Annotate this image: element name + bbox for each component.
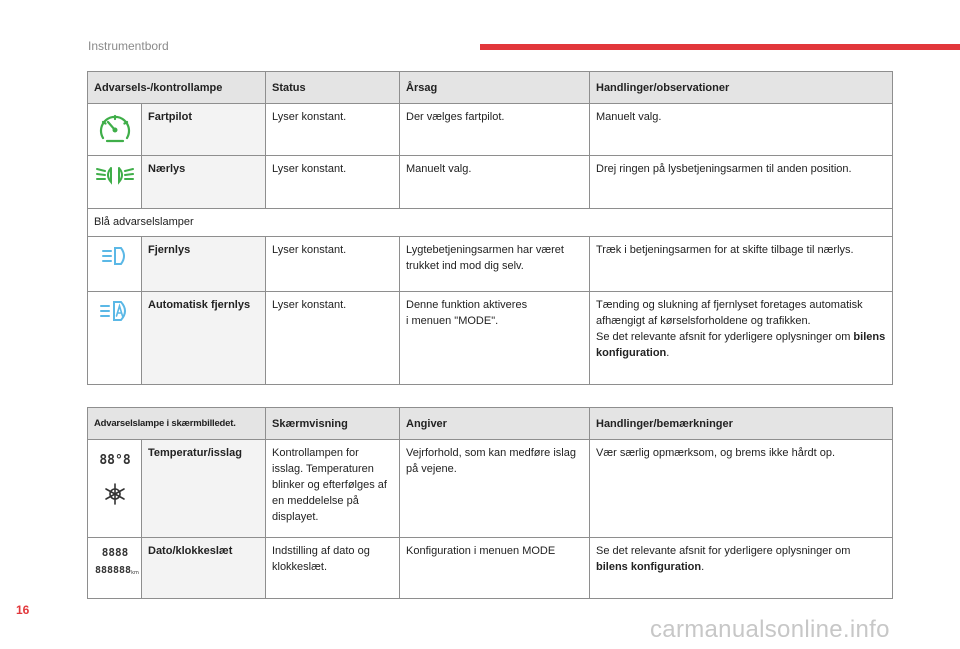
header-accent-bar bbox=[480, 44, 960, 50]
action-period: . bbox=[701, 561, 705, 573]
action-line: Se det relevante afsnit for yderligere oplysninger om bbox=[596, 331, 851, 343]
temperature-ice-icon bbox=[88, 440, 142, 538]
indicates: Vejrforhold, som kan medføre islag på vejene. bbox=[400, 440, 590, 538]
action-line: Se det relevante afsnit for yderligere oplysninger om bbox=[596, 545, 851, 557]
watermark: carmanualsonline.info bbox=[650, 616, 890, 643]
lamp-status: Lyser konstant. bbox=[266, 292, 400, 385]
col-header-cause: Årsag bbox=[400, 72, 590, 104]
svg-text:888888: 888888 bbox=[94, 565, 131, 576]
lamp-action: Manuelt valg. bbox=[590, 104, 893, 156]
lamp-status: Lyser konstant. bbox=[266, 237, 400, 292]
screen-warning-table bbox=[87, 407, 893, 599]
lamp-action: Vær særlig opmærksom, og brems ikke hårdt op. bbox=[590, 440, 893, 538]
lamp-action: Træk i betjeningsarmen for at skifte tilbage til nærlys. bbox=[590, 237, 893, 292]
indicates: Konfiguration i menuen MODE bbox=[400, 538, 590, 599]
col-header-status: Status bbox=[266, 72, 400, 104]
table-row bbox=[88, 237, 893, 292]
col-header-lamp: Advarselslampe i skærmbilledet. bbox=[88, 408, 266, 440]
lamp-name: Fartpilot bbox=[142, 104, 266, 156]
lamp-name: Automatisk fjernlys bbox=[142, 292, 266, 385]
col-header-actions: Handlinger/bemærkninger bbox=[590, 408, 893, 440]
cause-line: Denne funktion aktiveres bbox=[406, 299, 528, 311]
main-beam-icon bbox=[88, 237, 142, 292]
lamp-cause: Der vælges fartpilot. bbox=[400, 104, 590, 156]
svg-text:km: km bbox=[130, 570, 139, 576]
col-header-lamp: Advarsels-/kontrollampe bbox=[88, 72, 266, 104]
section-row bbox=[88, 209, 893, 237]
lamp-name: Dato/klokkeslæt bbox=[142, 538, 266, 599]
lamp-name: Nærlys bbox=[142, 156, 266, 209]
lamp-status: Lyser konstant. bbox=[266, 156, 400, 209]
col-header-display: Skærmvisning bbox=[266, 408, 400, 440]
table-header-row bbox=[88, 72, 893, 104]
col-header-actions: Handlinger/observationer bbox=[590, 72, 893, 104]
lamp-status: Lyser konstant. bbox=[266, 104, 400, 156]
dipped-beam-icon bbox=[88, 156, 142, 209]
table-row bbox=[88, 292, 893, 385]
action-line: Tænding og slukning af fjernlyset foretages automatisk afhængigt af kørselsforholdene og trafikken. bbox=[596, 299, 863, 327]
lamp-name: Temperatur/isslag bbox=[142, 440, 266, 538]
table-row bbox=[88, 156, 893, 209]
col-header-indicates: Angiver bbox=[400, 408, 590, 440]
table-row bbox=[88, 104, 893, 156]
lamp-action: Drej ringen på lysbetjeningsarmen til anden position. bbox=[590, 156, 893, 209]
table-row bbox=[88, 538, 893, 599]
svg-text:88°8: 88°8 bbox=[98, 453, 131, 468]
config-reference: bilens konfiguration bbox=[596, 331, 886, 359]
lamp-cause: Lygtebetjeningsarmen har været trukket ind mod dig selv. bbox=[400, 237, 590, 292]
cause-line: i menuen "MODE". bbox=[406, 315, 499, 327]
action-period: . bbox=[666, 347, 670, 359]
table-header-row bbox=[88, 408, 893, 440]
page-number: 16 bbox=[16, 603, 30, 617]
screen-display: Kontrollampen for isslag. Temperaturen blinker og efterfølges af en meddelelse på displayet. bbox=[266, 440, 400, 538]
lamp-name: Fjernlys bbox=[142, 237, 266, 292]
lamp-cause bbox=[400, 292, 590, 385]
cruise-control-icon bbox=[88, 104, 142, 156]
lamp-action bbox=[590, 292, 893, 385]
warning-lamps-table bbox=[87, 71, 893, 385]
date-clock-icon bbox=[88, 538, 142, 599]
lamp-cause: Manuelt valg. bbox=[400, 156, 590, 209]
screen-display: Indstilling af dato og klokkeslæt. bbox=[266, 538, 400, 599]
auto-main-beam-icon bbox=[88, 292, 142, 385]
section-label: Blå advarselslamper bbox=[88, 209, 893, 237]
svg-text:8888: 8888 bbox=[101, 546, 128, 559]
lamp-action bbox=[590, 538, 893, 599]
config-reference: bilens konfiguration bbox=[596, 561, 702, 573]
table-row bbox=[88, 440, 893, 538]
header-title: Instrumentbord bbox=[88, 39, 169, 53]
